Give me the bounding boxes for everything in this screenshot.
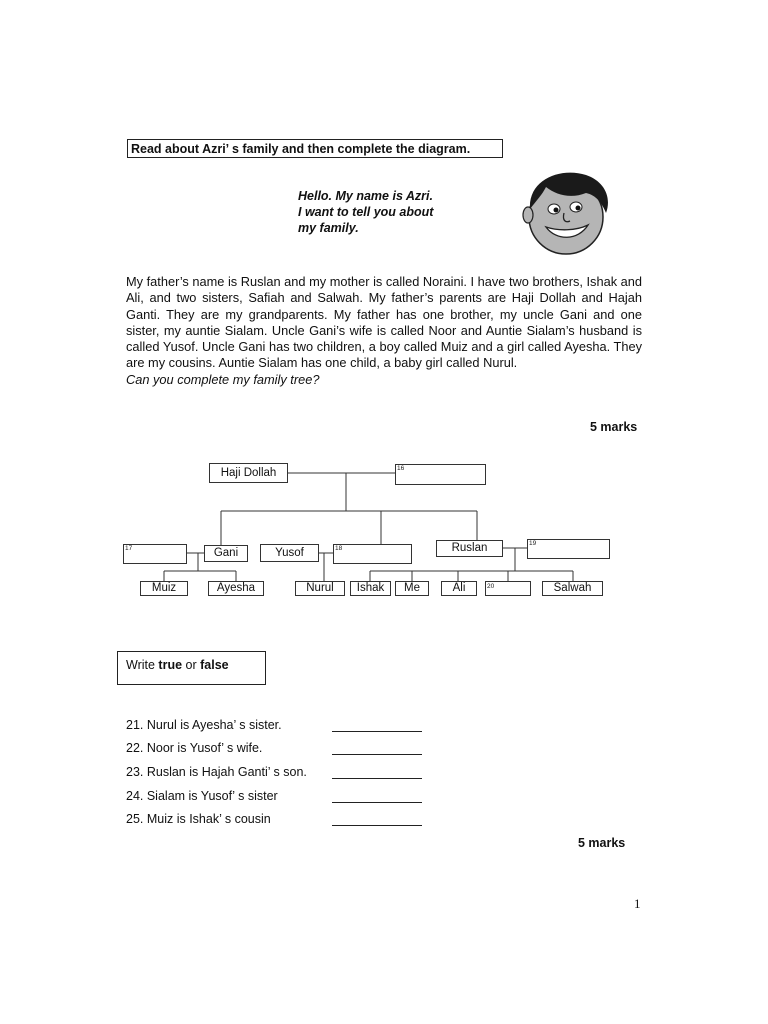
page-number: 1: [634, 896, 641, 911]
tree-blank-20[interactable]: [485, 581, 531, 596]
tree-ruslan: [436, 540, 503, 557]
answer-line-23[interactable]: [332, 778, 422, 779]
tree-label: Me: [404, 582, 420, 594]
instruction-text: Read about Azri’ s family and then complete the diagram.: [131, 142, 471, 156]
blank-number: 18: [335, 545, 343, 552]
tree-gani: [204, 545, 248, 562]
tf-mid: or: [182, 658, 201, 672]
question-21: 21. Nurul is Ayesha’ s sister.: [126, 718, 282, 732]
tree-ali: [441, 581, 477, 596]
instruction-box: [127, 139, 503, 158]
marks-label: 5 marks: [590, 420, 638, 434]
blank-number: 16: [397, 465, 405, 472]
answer-line-22[interactable]: [332, 754, 422, 755]
tree-nurul: [295, 581, 345, 596]
marks-label: 5 marks: [578, 836, 626, 850]
tf-false: false: [200, 658, 229, 672]
story-question: Can you complete my family tree?: [126, 371, 320, 387]
tree-label: Haji Dollah: [220, 467, 277, 479]
tf-true: true: [158, 658, 183, 672]
tree-label: Ali: [452, 582, 466, 594]
tree-label: Muiz: [151, 582, 177, 594]
answer-line-24[interactable]: [332, 802, 422, 803]
blank-number: 20: [487, 583, 495, 590]
tree-blank-17[interactable]: [123, 544, 187, 564]
story-text: My father’s name is Ruslan and my mother is called Noraini. I have two brothers, Ishak and Ali, and two sisters, Safiah and Salwah. My father’s parents are Haji Dollah and Hajah Ganti. They are my grandparents. My father has one brother, my uncle Gani and one sister, my auntie Sialam. Uncle Gani’s wife is called Noor and Auntie Sialam’s husband is called Yusof. Uncle Gani has two children, a boy called Muiz and a girl called Ayesha. They are my cousins. Auntie Sialam has one child, a baby girl called Nurul.: [126, 274, 642, 371]
true-false-instruction: [117, 651, 266, 685]
blank-number: 17: [125, 545, 133, 552]
question-24: 24. Sialam is Yusof’ s sister: [126, 789, 278, 803]
blank-number: 19: [529, 540, 537, 547]
intro-line: my family.: [298, 221, 359, 235]
tree-label: Nurul: [306, 582, 334, 594]
answer-line-25[interactable]: [332, 825, 422, 826]
tree-label: Ayesha: [216, 582, 256, 594]
intro-line: I want to tell you about: [298, 205, 434, 219]
tree-label: Ishak: [356, 582, 385, 594]
tree-ishak: [350, 581, 391, 596]
tree-label: Salwah: [553, 582, 592, 594]
tree-blank-18[interactable]: [333, 544, 412, 564]
question-25: 25. Muiz is Ishak’ s cousin: [126, 812, 271, 826]
story-paragraph: [126, 274, 642, 388]
tf-prefix: Write: [126, 658, 159, 672]
tree-blank-19[interactable]: [527, 539, 610, 559]
tree-haji-dollah: [209, 463, 288, 483]
tree-label: Yusof: [275, 547, 304, 559]
tree-muiz: [140, 581, 188, 596]
tree-ayesha: [208, 581, 264, 596]
question-22: 22. Noor is Yusof’ s wife.: [126, 741, 263, 755]
intro-line: Hello. My name is Azri.: [298, 189, 433, 203]
tree-salwah: [542, 581, 603, 596]
tree-yusof: [260, 544, 319, 562]
tree-blank-16[interactable]: [395, 464, 486, 485]
tree-label: Gani: [213, 547, 239, 559]
tree-label: Ruslan: [451, 542, 488, 554]
answer-line-21[interactable]: [332, 731, 422, 732]
tree-me: [395, 581, 429, 596]
boy-face-illustration: [516, 169, 611, 256]
intro-speech: [298, 188, 498, 236]
question-23: 23. Ruslan is Hajah Ganti’ s son.: [126, 765, 307, 779]
